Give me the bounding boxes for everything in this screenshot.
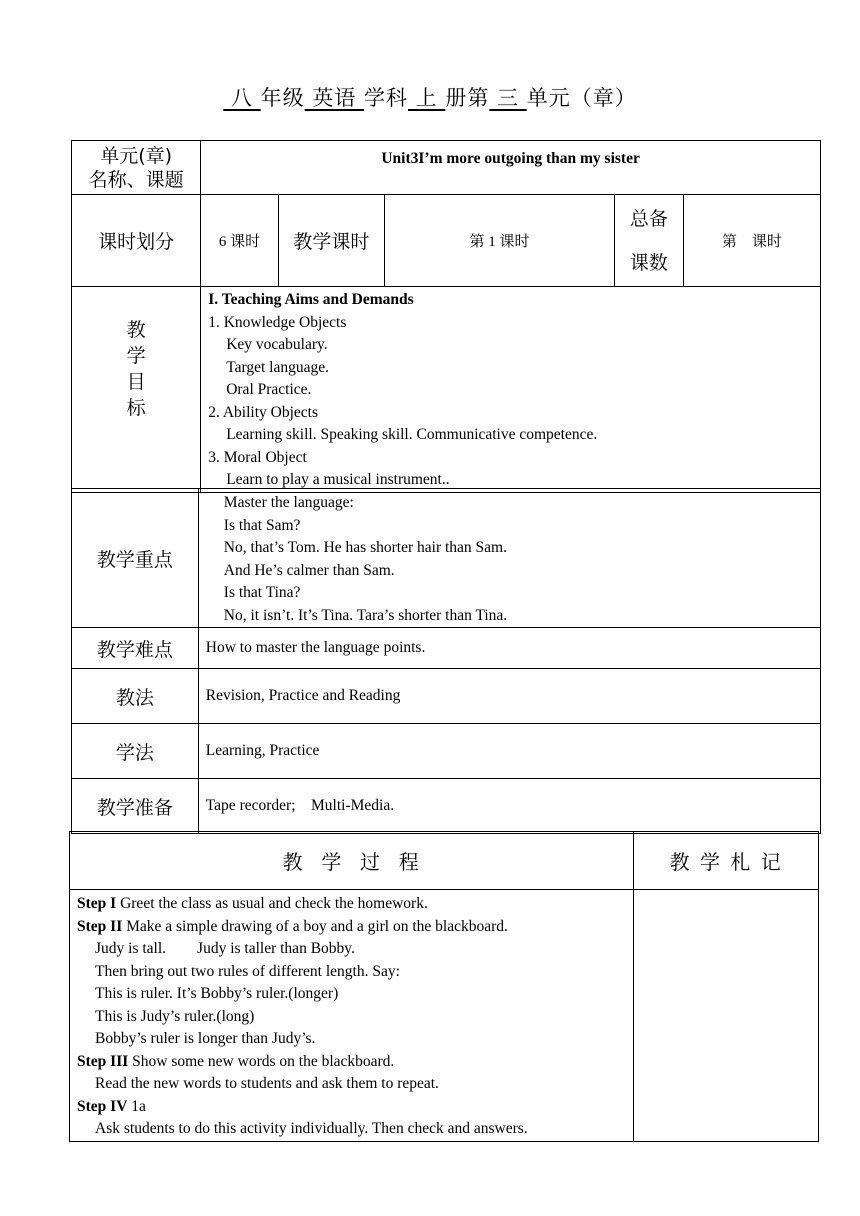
teach-hours-value: [384, 195, 614, 287]
step-text: Show some new words on the blackboard.: [128, 1052, 395, 1070]
process-step-line: [77, 1051, 633, 1074]
process-step-line: [77, 961, 633, 984]
process-step-line: [77, 938, 633, 961]
objectives-heading: I. Teaching Aims and Demands: [208, 291, 414, 308]
key-points-cell: [198, 489, 820, 628]
teach-hours-label: 教学课时: [278, 195, 384, 287]
lesson-info-table: [71, 140, 821, 493]
objectives-cell: [201, 287, 821, 493]
objectives-label-char: 目: [126, 371, 146, 394]
step-text: Ask students to do this activity individually. Then check and answers.: [95, 1120, 528, 1137]
notes-cell: [634, 890, 819, 1142]
objectives-line: Target language.: [226, 358, 329, 376]
unit-title-cell: [201, 141, 821, 195]
key-points-line: No, that’s Tom. He has shorter hair than Sam.: [223, 539, 507, 556]
title-subject-suffix: 学科: [364, 86, 408, 110]
objectives-label-char: 教: [126, 319, 146, 342]
learning-value: Learning, Practice: [198, 724, 820, 779]
objectives-line: 3. Moral Object: [208, 448, 307, 466]
hours-value-text: 6 课时: [218, 234, 261, 250]
difficult-points-value: How to master the language points.: [198, 628, 820, 669]
process-step-line: [77, 916, 633, 939]
total-hours-label: [615, 195, 684, 287]
preparation-label: 教学准备: [72, 779, 199, 834]
step-text: This is Judy’s ruler.(long): [95, 1007, 255, 1025]
hours-label: 课时划分: [72, 195, 201, 287]
objectives-list: [201, 312, 820, 492]
objectives-line: 2. Ability Objects: [208, 403, 318, 421]
title-volume: 上: [408, 86, 446, 110]
step-label: Step IV: [77, 1097, 128, 1115]
total-label-line2: 课数: [629, 251, 668, 274]
objectives-label-chars: [72, 317, 200, 461]
method-label: 教法: [72, 669, 199, 724]
objectives-line: 1. Knowledge Objects: [208, 313, 347, 331]
unit-label-line1: 单元(章): [100, 144, 173, 167]
process-step-line: [77, 1118, 633, 1141]
step-text: Bobby’s ruler is longer than Judy’s.: [95, 1030, 316, 1047]
step-label: Step III: [77, 1052, 129, 1070]
title-unit: 三: [489, 86, 527, 110]
unit-label-cell: [72, 141, 201, 195]
key-points-label: 教学重点: [72, 489, 199, 628]
process-step-line: [77, 893, 633, 916]
title-grade: 八: [223, 86, 261, 110]
process-step-line: [77, 1006, 633, 1029]
process-header: 教 学 过 程: [70, 832, 634, 890]
teach-hours-value-text: 第 1 课时: [469, 234, 530, 250]
title-volume-suffix: 册第: [445, 86, 490, 110]
step-text: 1a: [127, 1097, 146, 1115]
unit-label-line2: 名称、课题: [88, 168, 184, 191]
key-points-list: [199, 492, 820, 627]
objectives-label-char: 学: [126, 345, 146, 368]
preparation-value: Tape recorder; Multi-Media.: [198, 779, 820, 834]
key-points-table: [71, 488, 821, 834]
process-step-line: [77, 1073, 633, 1096]
objectives-line: Key vocabulary.: [226, 336, 328, 353]
step-text: Greet the class as usual and check the homework.: [116, 895, 428, 912]
process-steps-cell: [70, 890, 634, 1142]
method-value: Revision, Practice and Reading: [198, 669, 820, 724]
hours-value: [201, 195, 279, 287]
step-text: This is ruler. It’s Bobby’s ruler.(longer): [95, 985, 339, 1002]
total-hours-value-text: 第 课时: [721, 234, 782, 250]
objectives-line: Oral Practice.: [226, 381, 312, 398]
key-points-line: Is that Sam?: [223, 516, 301, 534]
objectives-line: Learn to play a musical instrument..: [226, 471, 450, 488]
notes-header: 教 学 札 记: [634, 832, 819, 890]
unit-title: Unit3I’m more outgoing than my sister: [381, 150, 640, 167]
key-points-line: Is that Tina?: [223, 584, 301, 601]
total-label-line1: 总备: [629, 207, 668, 230]
page-title: [0, 82, 860, 112]
learning-label: 学法: [72, 724, 199, 779]
key-points-line: And He’s calmer than Sam.: [223, 561, 395, 579]
step-label: Step I: [77, 895, 117, 912]
process-table: [69, 831, 819, 1142]
process-step-line: [77, 983, 633, 1006]
step-text: Then bring out two rules of different length. Say:: [95, 962, 400, 980]
objectives-label: [72, 287, 201, 493]
step-text: Read the new words to students and ask them to repeat.: [95, 1075, 439, 1092]
process-step-line: [77, 1028, 633, 1051]
objectives-line: Learning skill. Speaking skill. Communicative competence.: [226, 426, 598, 443]
title-unit-suffix: 单元（章）: [526, 86, 637, 110]
total-hours-value: [683, 195, 820, 287]
difficult-points-label: 教学难点: [72, 628, 199, 669]
step-text: Judy is tall. Judy is taller than Bobby.: [95, 940, 355, 957]
key-points-line: Master the language:: [223, 494, 354, 511]
process-step-line: [77, 1096, 633, 1119]
title-grade-suffix: 年级: [260, 86, 305, 110]
step-label: Step II: [77, 917, 123, 935]
step-text: Make a simple drawing of a boy and a girl on the blackboard.: [122, 917, 508, 935]
objectives-label-char: 标: [126, 397, 146, 420]
process-steps-list: [77, 893, 633, 1141]
title-subject: 英语: [304, 86, 364, 110]
key-points-line: No, it isn’t. It’s Tina. Tara’s shorter than Tina.: [223, 606, 508, 624]
